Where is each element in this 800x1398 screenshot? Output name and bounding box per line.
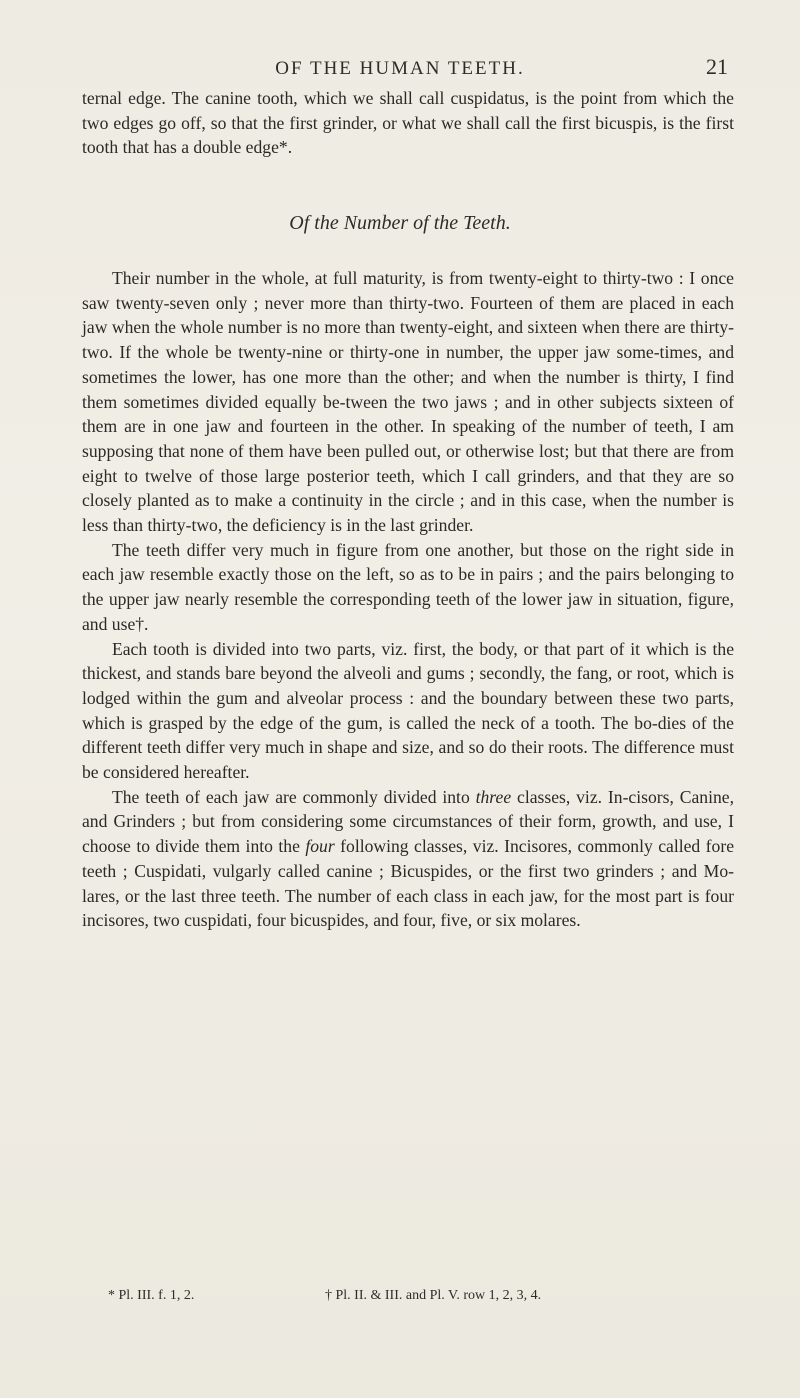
paragraph-tooth-parts: Each tooth is divided into two parts, viz. first, the body, or that part of it which is the thickest, and stands bare beyond the alveoli and gums ; secondly, the fang, or root, which is lodged within the gum and alveolar process : and the boundary between these two parts, which is grasped by the edge of the gum, is called the neck of a tooth. The bo-dies of the different teeth differ very much in shape and size, and so do their roots. The difference must be considered hereafter. — [82, 638, 734, 783]
running-title: OF THE HUMAN TEETH. — [275, 58, 525, 79]
classes-emphasis-three: three — [475, 786, 512, 807]
classes-text-b: classes, viz. In-cisors, Canine, and Grinders ; but from considering some circumstances of their form, growth, and use, I choose to divide them into the — [82, 786, 734, 857]
intro-paragraph — [82, 86, 734, 160]
classes-text-c: following classes, viz. Incisores, commonly called fore teeth ; Cuspidati, vulgarly called canine ; Bicuspides, or the first two grinders ; and Mo-lares, or the last three teeth. The number of each class in each jaw, for the most part is four incisores, two cuspidati, four bicuspides, and four, five, or six molares. — [82, 836, 735, 931]
footnote-2: † Pl. II. & III. and Pl. V. row 1, 2, 3, 4. — [325, 1288, 542, 1303]
classes-text-a: The teeth of each jaw are commonly divided into — [112, 786, 476, 807]
paragraph-classes — [82, 785, 734, 933]
main-text — [82, 266, 734, 933]
paragraph-teeth-differ: The teeth differ very much in figure from one another, but those on the right side in each jaw resemble exactly those on the left, so as to be in pairs ; and the pairs belonging to the upper jaw nearly resemble the corresponding teeth of the lower jaw in situation, figure, and use†. — [82, 539, 734, 634]
paragraph-number-of-teeth: Their number in the whole, at full maturity, is from twenty-eight to thirty-two : I once saw twenty-seven only ; never more than thirty-two. Fourteen of them are placed in each jaw when the whole number is no more than twenty-eight, and sixteen when there are thirty-two. If the whole be twenty-nine or thirty-one in number, the upper jaw some-times, and sometimes the lower, has one more than the other; and when the number is thirty, I find them sometimes divided equally be-tween the two jaws ; and in other subjects sixteen of them are in one jaw and fourteen in the other. In speaking of the number of teeth, I am supposing that none of them have been pulled out, or otherwise lost; but that there are from eight to twelve of those large posterior teeth, which I call grinders, and that they are so closely planted as to make a continuity in the circle ; and in this case, when the number is less than thirty-two, the deficiency is in the last grinder. — [82, 268, 734, 536]
footnote-1: * Pl. III. f. 1, 2. — [108, 1288, 195, 1303]
page-number: 21 — [706, 54, 728, 79]
classes-emphasis-four: four — [305, 836, 335, 857]
section-heading: Of the Number of the Teeth. — [289, 212, 511, 234]
intro-paragraph-text: ternal edge. The canine tooth, which we shall call cuspidatus, is the point from which the two edges go off, so that the first grinder, or what we shall call the first bicuspis, is the first tooth that has a double edge*. — [82, 88, 734, 158]
